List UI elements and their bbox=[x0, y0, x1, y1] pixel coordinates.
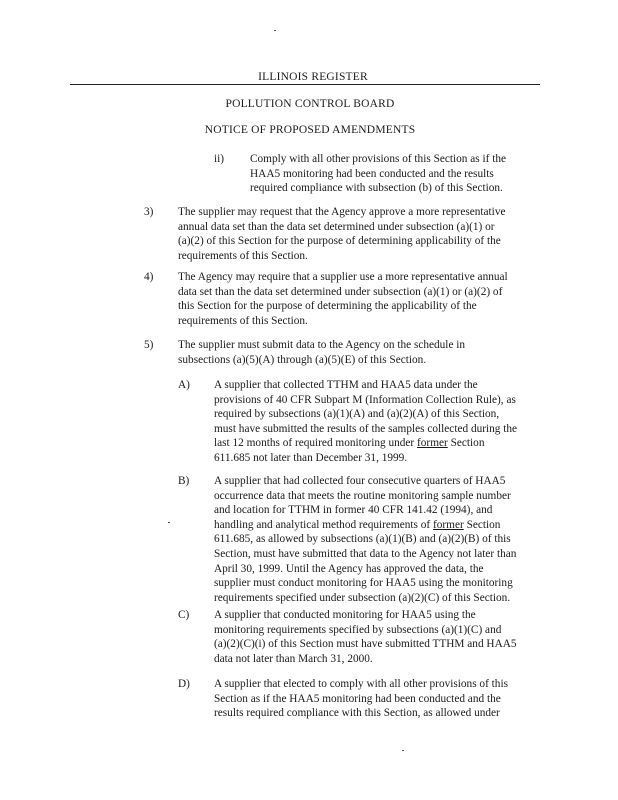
item-label-5: 5) bbox=[144, 339, 154, 351]
text-line bbox=[214, 436, 517, 451]
text-run: Section bbox=[450, 437, 485, 450]
underlined-word: former bbox=[417, 437, 448, 450]
text-line: 611.685 not later than December 31, 1999. bbox=[214, 451, 408, 464]
text-run: handling and analytical method requirements of bbox=[214, 518, 431, 531]
paragraph-4 bbox=[178, 270, 508, 328]
text-line: The Agency may require that a supplier use a more representative annual bbox=[178, 271, 508, 283]
item-label-3: 3) bbox=[144, 206, 154, 218]
text-run: Section bbox=[466, 518, 501, 531]
text-line: April 30, 1999. Until the Agency has approved the data, the bbox=[214, 562, 484, 575]
text-line: data set than the data set determined under subsection (a)(1) or (a)(2) of bbox=[178, 285, 503, 298]
text-line: this Section for the purpose of determining the applicability of the bbox=[178, 300, 477, 313]
text-line: Section, must have submitted that data to the Agency not later than bbox=[214, 547, 517, 560]
paragraph-b bbox=[214, 474, 516, 605]
text-line: required compliance with subsection (b) of this Section. bbox=[250, 182, 503, 195]
text-line: requirements of this Section. bbox=[178, 314, 308, 327]
paragraph-c bbox=[214, 608, 517, 666]
paragraph-ii bbox=[250, 152, 506, 196]
item-label-b: B) bbox=[178, 475, 190, 487]
text-line: and location for TTHM in former 40 CFR 141.42 (1994), and bbox=[214, 504, 493, 517]
text-line: provisions of 40 CFR Subpart M (Information Collection Rule), as bbox=[214, 393, 516, 406]
item-label-a: A) bbox=[178, 379, 190, 391]
text-run: last 12 months of required monitoring under bbox=[214, 437, 415, 450]
text-line: occurrence data that meets the routine monitoring sample number bbox=[214, 489, 511, 502]
text-line: Comply with all other provisions of this Section as if the bbox=[250, 153, 507, 165]
text-line: supplier must conduct monitoring for HAA5 using the monitoring bbox=[214, 577, 513, 590]
header-rule bbox=[70, 84, 540, 85]
text-line: (a)(2)(C)(i) of this Section must have submitted TTHM and HAA5 bbox=[214, 638, 517, 651]
text-line: (a)(2) of this Section for the purpose of determining applicability of the bbox=[178, 235, 501, 248]
text-line: A supplier that elected to comply with all other provisions of this bbox=[214, 678, 508, 690]
scan-speck bbox=[402, 750, 404, 751]
text-line: data not later than March 31, 2000. bbox=[214, 652, 373, 665]
paragraph-3 bbox=[178, 205, 505, 263]
board-title: POLLUTION CONTROL BOARD bbox=[225, 98, 395, 110]
paragraph-5 bbox=[178, 338, 465, 367]
underlined-word: former bbox=[432, 518, 464, 531]
notice-title: NOTICE OF PROPOSED AMENDMENTS bbox=[204, 124, 416, 136]
text-line: requirements specified under subsection (a)(2)(C) of this Section. bbox=[214, 591, 511, 604]
text-line: A supplier that collected TTHM and HAA5 data under the bbox=[214, 379, 478, 391]
item-label-c: C) bbox=[178, 609, 190, 621]
item-label-ii: ii) bbox=[214, 153, 225, 165]
text-line: monitoring requirements specified by subsections (a)(1)(C) and bbox=[214, 623, 502, 636]
text-line: The supplier may request that the Agency approve a more representative bbox=[178, 206, 506, 218]
text-line: 611.685, as allowed by subsections (a)(1)(B) and (a)(2)(B) of this bbox=[214, 533, 511, 546]
text-line: required by subsections (a)(1)(A) and (a)(2)(A) of this Section, bbox=[214, 408, 500, 421]
text-line: requirements of this Section. bbox=[178, 249, 308, 262]
text-line: A supplier that conducted monitoring for HAA5 using the bbox=[214, 609, 476, 621]
text-line: subsections (a)(5)(A) through (a)(5)(E) of this Section. bbox=[178, 353, 427, 366]
text-line: results required compliance with this Section, as allowed under bbox=[214, 707, 500, 720]
item-label-4: 4) bbox=[144, 271, 154, 283]
paragraph-d bbox=[214, 677, 508, 721]
text-line: A supplier that had collected four consecutive quarters of HAA5 bbox=[214, 475, 506, 487]
text-line: annual data set than the data set determined under subsection (a)(1) or bbox=[178, 220, 495, 233]
text-line: Section as if the HAA5 monitoring had been conducted and the bbox=[214, 692, 501, 705]
scan-speck bbox=[168, 522, 170, 523]
paragraph-a bbox=[214, 378, 517, 466]
text-line: must have submitted the results of the samples collected during the bbox=[214, 422, 518, 435]
scan-speck bbox=[274, 30, 276, 31]
text-line: HAA5 monitoring had been conducted and the results bbox=[250, 167, 494, 180]
item-label-d: D) bbox=[178, 678, 190, 690]
text-line: The supplier must submit data to the Agency on the schedule in bbox=[178, 339, 466, 351]
text-line bbox=[214, 518, 516, 533]
register-title: ILLINOIS REGISTER bbox=[258, 71, 368, 83]
